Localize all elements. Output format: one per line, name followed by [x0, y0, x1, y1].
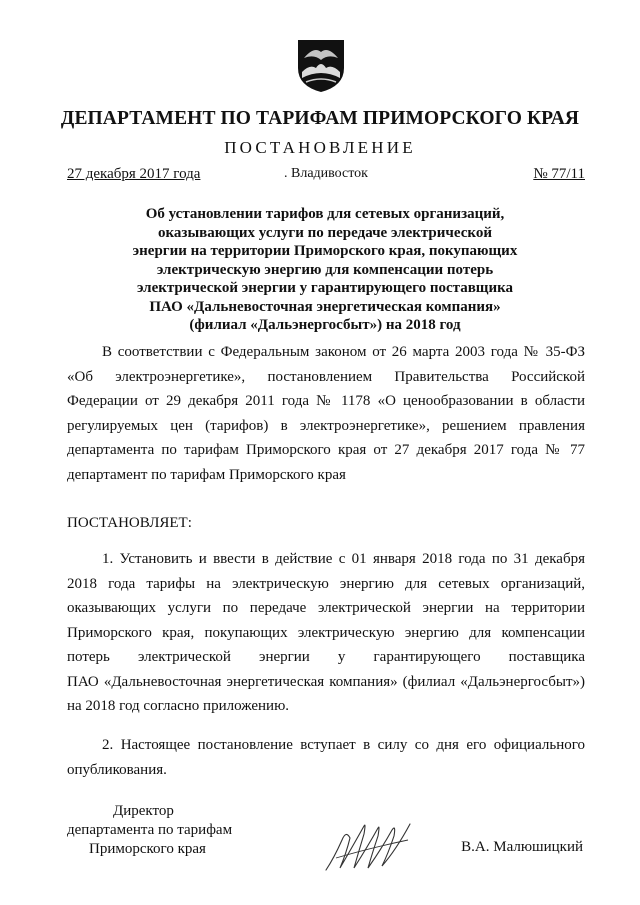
text-line: департамент по тарифам Приморского края [67, 466, 346, 483]
text-line: оказывающих услуги по передаче электрической энергии на территории [67, 600, 585, 616]
department-name: ДЕПАРТАМЕНТ ПО ТАРИФАМ ПРИМОРСКОГО КРАЯ [60, 108, 580, 129]
text-line: регулируемых цен (тарифов) в электроэнергетике», решением правления [67, 417, 585, 434]
text-line: ПАО «Дальневосточная энергетическая компания» (филиал «Дальэнергосбыт») [67, 673, 585, 690]
text-line: потерь электрической энергии у гарантирующего поставщика [67, 649, 585, 665]
text-line: департамента по тарифам Приморского края от 27 декабря 2017 года № 77 [67, 442, 585, 458]
document-number: № 77/11 [533, 166, 585, 182]
preamble-paragraph [67, 340, 585, 487]
text-line: В соответствии с Федеральным законом от 26 марта 2003 года № 35-ФЗ [102, 344, 585, 360]
item-1-paragraph [67, 547, 585, 719]
title-line: оказывающих услуги по передаче электрической [158, 224, 492, 241]
text-line: 2018 года тарифы на электрическую энергию для сетевых организаций, [67, 575, 585, 592]
document-date: 27 декабря 2017 года [67, 166, 201, 182]
title-line: энергии на территории Приморского края, покупающих [132, 243, 518, 259]
title-line: электрическую энергию для компенсации потерь [156, 261, 494, 278]
document-type: ПОСТАНОВЛЕНИЕ [224, 138, 416, 157]
title-line: Об установлении тарифов для сетевых организаций, [145, 206, 505, 222]
position-line: Директор [113, 803, 174, 819]
handwritten-signature [320, 818, 416, 876]
title-line: (филиал «Дальэнергосбыт») на 2018 год [189, 317, 461, 333]
resolves-heading: ПОСТАНОВЛЯЕТ: [67, 515, 192, 531]
document-city: . Владивосток [284, 166, 368, 181]
position-line: департамента по тарифам [67, 822, 233, 838]
text-line: 2. Настоящее постановление вступает в силу со дня его официального [102, 737, 585, 753]
document-title [90, 205, 560, 335]
position-line: Приморского края [89, 841, 206, 857]
text-line: Приморского края, покупающих электрическую энергию для компенсации [67, 624, 585, 641]
title-line: ПАО «Дальневосточная энергетическая компания» [149, 298, 501, 315]
signatory-name: В.А. Малюшицкий [461, 839, 583, 855]
text-line: опубликования. [67, 761, 167, 778]
signatory-position [67, 802, 232, 859]
text-line: «Об электроэнергетике», постановлением Правительства Российской [67, 368, 585, 385]
text-line: на 2018 год согласно приложению. [67, 698, 290, 714]
coat-of-arms-emblem [296, 38, 346, 93]
title-line: электрической энергии у гарантирующего поставщика [136, 280, 514, 296]
text-line: Федерации от 29 декабря 2011 года № 1178 «О ценообразовании в области [67, 393, 585, 409]
item-2-paragraph [67, 733, 585, 782]
text-line: 1. Установить и ввести в действие с 01 января 2018 года по 31 декабря [102, 551, 585, 567]
